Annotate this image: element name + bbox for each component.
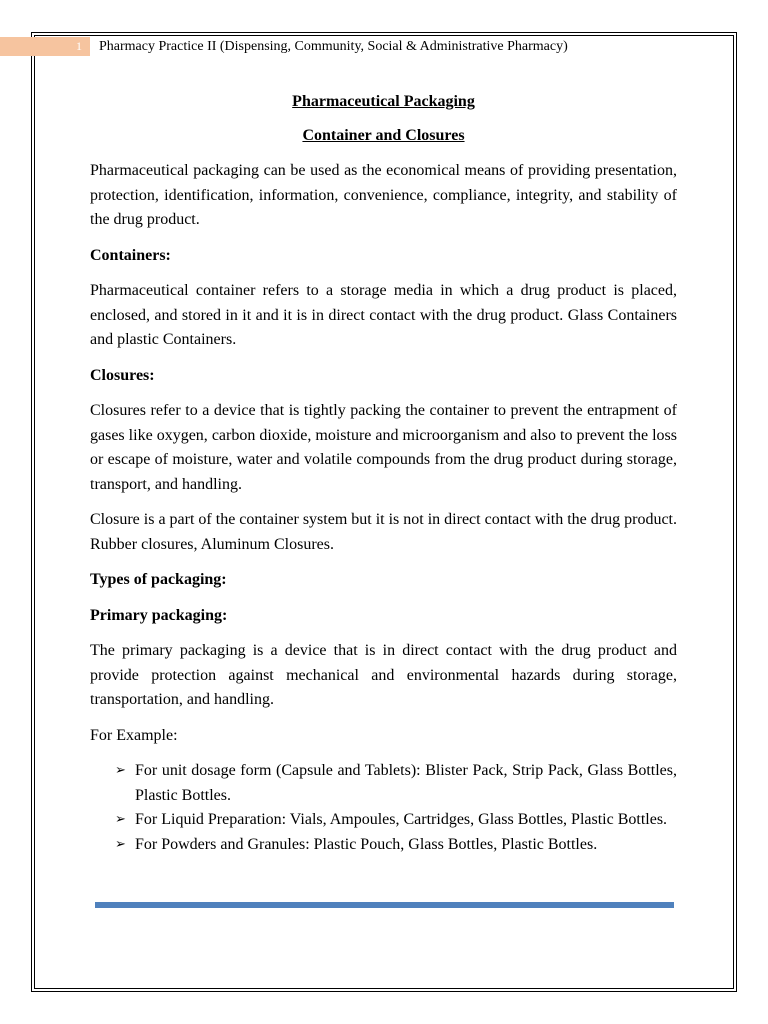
page-number: 1 xyxy=(0,37,90,56)
document-subtitle: Container and Closures xyxy=(302,126,465,144)
list-item-text: For Liquid Preparation: Vials, Ampoules, Cartridges, Glass Bottles, Plastic Bottles. xyxy=(135,811,668,828)
list-item xyxy=(115,759,677,808)
document-title: Pharmaceutical Packaging xyxy=(292,93,475,110)
containers-paragraph: Pharmaceutical container refers to a storage media in which a drug product is placed, enclosed, and stored in it and it is in direct contact with the drug product. Glass Containers and plastic Containers. xyxy=(90,282,677,348)
intro-paragraph: Pharmaceutical packaging can be used as the economical means of providing presentation, protection, identification, information, convenience, compliance, integrity, and stability of the drug product. xyxy=(90,162,677,228)
primary-paragraph: The primary packaging is a device that is in direct contact with the drug product and provide protection against mechanical and environmental hazards during storage, transportation, and handling. xyxy=(90,642,677,708)
list-item xyxy=(115,833,677,858)
containers-heading: Containers: xyxy=(90,246,171,264)
example-list xyxy=(90,759,677,857)
list-item-text: For Powders and Granules: Plastic Pouch, Glass Bottles, Plastic Bottles. xyxy=(135,835,598,853)
types-heading: Types of packaging: xyxy=(90,571,227,588)
list-item-text: For unit dosage form (Capsule and Tablets): Blister Pack, Strip Pack, Glass Bottles, Plastic Bottles. xyxy=(135,762,677,804)
primary-heading: Primary packaging: xyxy=(90,606,228,624)
closures-heading: Closures: xyxy=(90,366,155,384)
arrow-bullet-icon: ➢ xyxy=(115,812,126,827)
closures-paragraph-1: Closures refer to a device that is tightly packing the container to prevent the entrapment of gases like oxygen, carbon dioxide, moisture and microorganism and also to prevent the loss or escape of moisture, water and volatile compounds from the drug product during storage, transport, and handling. xyxy=(90,402,677,493)
arrow-bullet-icon: ➢ xyxy=(115,836,126,852)
list-item xyxy=(115,808,677,833)
example-label: For Example: xyxy=(90,726,178,744)
running-header: Pharmacy Practice II (Dispensing, Community, Social & Administrative Pharmacy) xyxy=(99,39,568,54)
arrow-bullet-icon: ➢ xyxy=(115,763,126,778)
footer-rule xyxy=(95,902,674,908)
document-body xyxy=(90,90,677,857)
closures-paragraph-2: Closure is a part of the container system but it is not in direct contact with the drug product. Rubber closures, Aluminum Closures. xyxy=(90,511,677,553)
